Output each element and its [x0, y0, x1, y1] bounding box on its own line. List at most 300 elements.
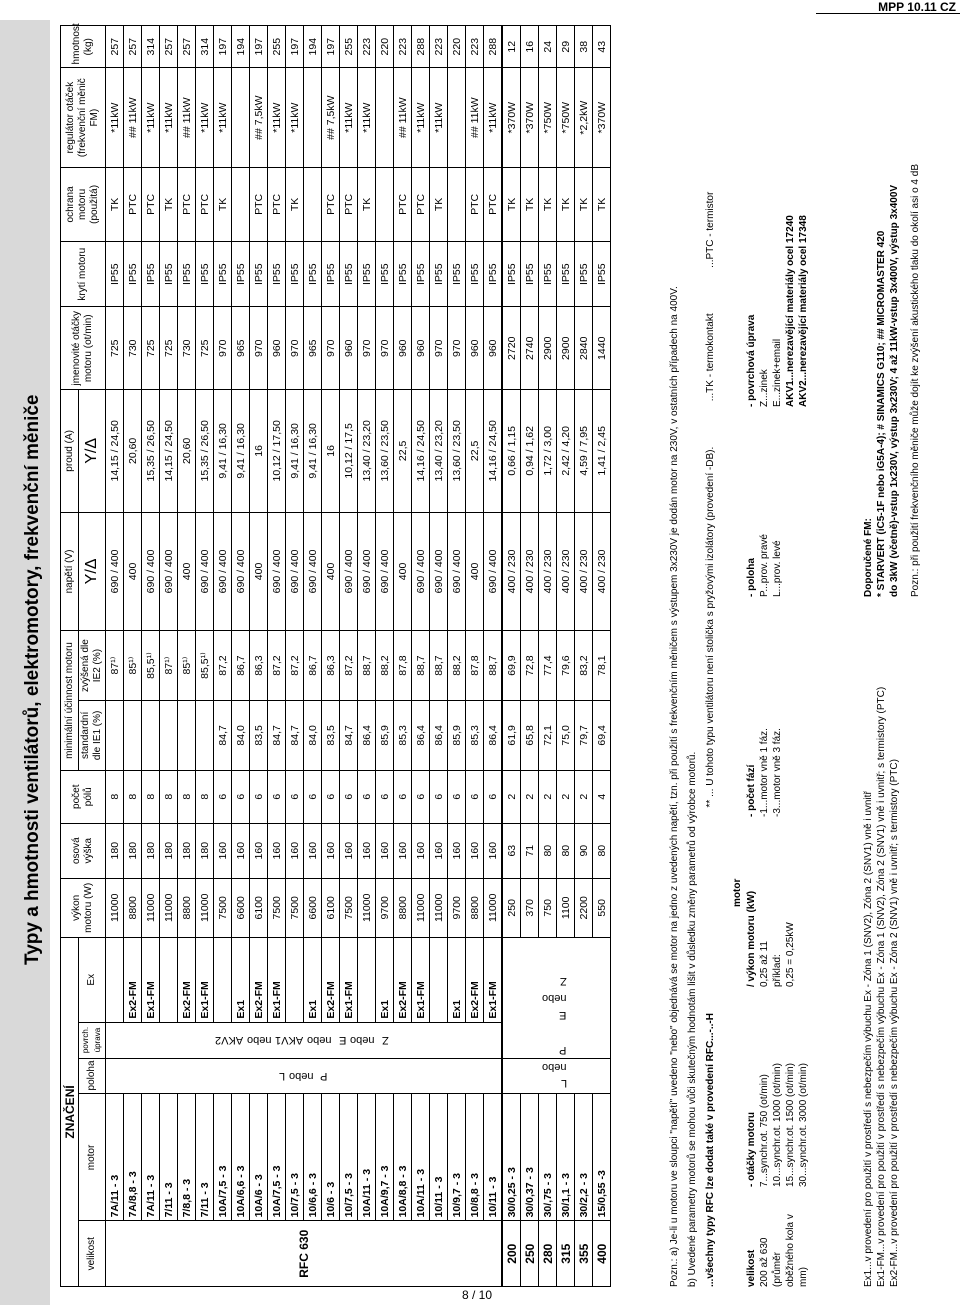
table-cell: TK: [430, 167, 448, 241]
table-cell: 690 / 400: [358, 512, 376, 630]
table-cell: 88,7: [430, 631, 448, 701]
table-cell: 6: [358, 770, 376, 823]
table-cell: 180: [142, 823, 160, 878]
povrch-codes: AKV2 nebo AKV1 nebo E nebo Z: [106, 1022, 503, 1058]
table-row: [394, 26, 412, 1287]
table-cell: [106, 700, 124, 770]
table-cell: 6: [466, 770, 484, 823]
table-cell: 160: [304, 823, 322, 878]
table-body-rfc630: [106, 26, 503, 1287]
table-cell: IP55: [394, 241, 412, 307]
table-cell: 16: [521, 26, 539, 68]
table-cell: IP55: [268, 241, 286, 307]
table-cell: 690 / 400: [196, 512, 214, 630]
header-otacky: jmenovité otáčky motoru (ot/min): [61, 307, 106, 390]
table-cell: 690 / 400: [232, 512, 250, 630]
table-row: [376, 26, 394, 1287]
table-cell: 72,1: [539, 700, 557, 770]
cell-motor: 7/11 - 3: [196, 1094, 214, 1221]
cell-motor: 7/11 - 3: [160, 1094, 178, 1221]
table-cell: *11kW: [106, 68, 124, 167]
cell-ex: Ex2-FM: [250, 937, 268, 1022]
fm-line2: do 3kW (včetně)-vstup 1x230V, výstup 3x230V; 4 až 11kW-vstup 3x400V, výstup 3x400V: [889, 184, 900, 597]
table-cell: 20,60: [124, 390, 142, 513]
table-cell: 85,9: [448, 700, 466, 770]
table-cell: 11000: [358, 878, 376, 937]
header-current-symbol: Y/Δ: [79, 390, 106, 513]
header-poloha: poloha: [79, 1058, 106, 1094]
table-cell: 6: [214, 770, 232, 823]
table-row: [268, 26, 286, 1287]
table-cell: TK: [575, 167, 593, 241]
table-cell: PTC: [484, 167, 503, 241]
table-cell: 197: [214, 26, 232, 68]
table-cell: 85,9: [376, 700, 394, 770]
table-cell: 370: [521, 878, 539, 937]
table-row: [124, 26, 142, 1287]
table-cell: 223: [394, 26, 412, 68]
header-ucinnost: minimální účinnost motoru: [61, 631, 79, 771]
table-cell: 6100: [250, 878, 268, 937]
table-cell: 14,15 / 24,50: [160, 390, 178, 513]
cell-motor: 10A/7,5 - 3: [214, 1094, 232, 1221]
table-cell: 1,41 / 2,45: [593, 390, 611, 513]
table-cell: 83,5: [250, 700, 268, 770]
document-code: MPP 10.11 CZ: [816, 0, 960, 14]
table-cell: 16: [250, 390, 268, 513]
cell-size: 200: [502, 1221, 521, 1287]
table-cell: 690 / 400: [430, 512, 448, 630]
table-cell: [376, 68, 394, 167]
cell-ex: Ex1-FM: [268, 937, 286, 1022]
table-cell: 197: [322, 26, 340, 68]
table-cell: 160: [232, 823, 250, 878]
table-cell: 220: [448, 26, 466, 68]
table-cell: 86,3: [322, 631, 340, 701]
table-cell: 20,60: [178, 390, 196, 513]
cell-motor: 30/0,37 - 3: [521, 1094, 539, 1221]
table-cell: 75,0: [557, 700, 575, 770]
table-cell: IP55: [106, 241, 124, 307]
table-cell: 6: [250, 770, 268, 823]
table-cell: 87,2: [286, 631, 304, 701]
table-row: [340, 26, 358, 1287]
table-cell: 2: [557, 770, 575, 823]
table-row: [142, 26, 160, 1287]
table-cell: IP55: [124, 241, 142, 307]
table-cell: TK: [593, 167, 611, 241]
table-cell: 16: [322, 390, 340, 513]
table-cell: 9,41 / 16,30: [232, 390, 250, 513]
cell-ex: Ex1-FM: [196, 937, 214, 1022]
table-cell: 90: [575, 823, 593, 878]
table-cell: 8: [178, 770, 196, 823]
table-cell: 257: [124, 26, 142, 68]
table-cell: 1100: [557, 878, 575, 937]
table-cell: 690 / 400: [268, 512, 286, 630]
table-cell: 255: [268, 26, 286, 68]
table-cell: 8: [142, 770, 160, 823]
table-cell: 223: [430, 26, 448, 68]
rotated-page: [0, 20, 960, 1305]
note-ex2fm: Ex2-FM...v provedení pro použití v prostředí s nebezpečím výbuchu Ex - Zóna 2 (SNV1) vně i uvnitř; s termistory (PTC): [889, 759, 900, 1287]
table-cell: 255: [340, 26, 358, 68]
table-cell: 24: [539, 26, 557, 68]
table-cell: IP55: [142, 241, 160, 307]
table-cell: IP55: [412, 241, 430, 307]
cell-ex: [214, 937, 232, 1022]
table-cell: 84,7: [286, 700, 304, 770]
table-cell: 250: [502, 878, 521, 937]
cell-motor: 7A/11 - 3: [106, 1094, 124, 1221]
table-cell: 690 / 400: [448, 512, 466, 630]
table-cell: PTC: [466, 167, 484, 241]
table-cell: 194: [232, 26, 250, 68]
table-cell: 80: [539, 823, 557, 878]
table-row: [539, 26, 557, 1287]
table-cell: 160: [214, 823, 232, 878]
table-cell: IP55: [484, 241, 503, 307]
table-cell: 9,41 / 16,30: [286, 390, 304, 513]
table-cell: 180: [196, 823, 214, 878]
table-cell: 400: [394, 512, 412, 630]
table-cell: 160: [250, 823, 268, 878]
note-isolator: ** ... U tohoto typu ventilátoru není stolička s pryžovými izolátory (provedení -DB).: [705, 446, 716, 808]
table-cell: 970: [214, 307, 232, 390]
table-cell: 550: [593, 878, 611, 937]
table-cell: 9,41 / 16,30: [214, 390, 232, 513]
table-cell: 6600: [232, 878, 250, 937]
header-hmotnost: hmotnost (kg): [61, 26, 106, 68]
table-cell: 257: [178, 26, 196, 68]
table-cell: 257: [160, 26, 178, 68]
header-ie2: zvýšená dle IE2 (%): [79, 631, 106, 701]
table-cell: 2200: [575, 878, 593, 937]
table-cell: IP55: [557, 241, 575, 307]
table-cell: 13,40 / 23,20: [430, 390, 448, 513]
note-extra: [704, 25, 717, 1287]
table-cell: TK: [539, 167, 557, 241]
table-cell: 160: [286, 823, 304, 878]
legend-col-vykon: / výkon motoru (kW) 0,25 až 11 příklad: 0,25 = 0,25kW: [746, 890, 796, 987]
table-cell: 160: [340, 823, 358, 878]
table-cell: 2,42 / 4,20: [557, 390, 575, 513]
table-cell: PTC: [394, 167, 412, 241]
table-row: [178, 26, 196, 1287]
table-cell: 9,41 / 16,30: [304, 390, 322, 513]
table-cell: 223: [358, 26, 376, 68]
table-cell: 6100: [322, 878, 340, 937]
cell-motor: 30/,75 - 3: [539, 1094, 557, 1221]
table-cell: 87,2: [214, 631, 232, 701]
page-number: 8 / 10: [462, 1288, 493, 1302]
table-cell: 725: [196, 307, 214, 390]
table-cell: 43: [593, 26, 611, 68]
table-row: [466, 26, 484, 1287]
cell-ex: Ex1-FM: [142, 937, 160, 1022]
table-cell: 2: [502, 770, 521, 823]
table-cell: ## 7,5kW: [322, 68, 340, 167]
table-cell: 8: [124, 770, 142, 823]
table-cell: 65,8: [521, 700, 539, 770]
fm-title: Doporučené FM:: [863, 518, 874, 597]
table-cell: IP55: [160, 241, 178, 307]
table-cell: 61,9: [502, 700, 521, 770]
cell-ex: [106, 937, 124, 1022]
table-cell: PTC: [268, 167, 286, 241]
table-cell: 6: [394, 770, 412, 823]
table-cell: 79,7: [575, 700, 593, 770]
cell-motor: 7A/8,8 - 3: [124, 1094, 142, 1221]
table-cell: [232, 167, 250, 241]
table-cell: TK: [502, 167, 521, 241]
table-cell: 87,8: [466, 631, 484, 701]
table-cell: 6: [484, 770, 503, 823]
table-cell: 160: [376, 823, 394, 878]
table-cell: 88,7: [484, 631, 503, 701]
table-cell: 7500: [286, 878, 304, 937]
table-cell: 314: [196, 26, 214, 68]
cell-ex: Ex1-FM: [484, 937, 503, 1022]
table-cell: 14,15 / 24,50: [106, 390, 124, 513]
table-cell: *370W: [521, 68, 539, 167]
table-cell: 8800: [466, 878, 484, 937]
table-cell: 7500: [340, 878, 358, 937]
table-cell: IP55: [448, 241, 466, 307]
table-cell: 690 / 400: [142, 512, 160, 630]
table-cell: IP55: [430, 241, 448, 307]
table-cell: 730: [178, 307, 196, 390]
table-cell: ## 11kW: [466, 68, 484, 167]
table-cell: 6: [340, 770, 358, 823]
table-cell: *2,2kW: [575, 68, 593, 167]
table-row: [304, 26, 322, 1287]
table-cell: 8800: [124, 878, 142, 937]
table-cell: 690 / 400: [376, 512, 394, 630]
cell-motor: 10A/6 - 3: [250, 1094, 268, 1221]
fm-line1: * STARVERT (iC5-1F nebo iG5A-4); # SINAMICS G110; ## MICROMASTER 420: [876, 230, 887, 597]
table-cell: ## 11kW: [124, 68, 142, 167]
table-cell: 13,60 / 23,50: [376, 390, 394, 513]
table-row: [160, 26, 178, 1287]
table-cell: IP55: [322, 241, 340, 307]
table-cell: 78,1: [593, 631, 611, 701]
table-cell: 87¹⁾: [160, 631, 178, 701]
table-cell: 86,3: [250, 631, 268, 701]
table-cell: 14,16 / 24,50: [484, 390, 503, 513]
header-povrch: povrch. úprava: [79, 1022, 106, 1058]
cell-ex: Ex1: [232, 937, 250, 1022]
table-cell: 77,4: [539, 631, 557, 701]
table-cell: 15,35 / 26,50: [196, 390, 214, 513]
table-cell: TK: [358, 167, 376, 241]
table-cell: PTC: [196, 167, 214, 241]
table-cell: 85,5¹⁾: [196, 631, 214, 701]
header-vykon: výkon motoru (W): [61, 878, 106, 937]
note-tk: ...TK - termokontakt: [705, 313, 716, 402]
cell-motor: 30/2,2 - 3: [575, 1094, 593, 1221]
table-cell: 6600: [304, 878, 322, 937]
table-cell: IP55: [466, 241, 484, 307]
header-velikost: velikost: [79, 1221, 106, 1287]
table-cell: IP55: [539, 241, 557, 307]
table-cell: 22,5: [466, 390, 484, 513]
table-cell: *11kW: [412, 68, 430, 167]
table-cell: 11000: [484, 878, 503, 937]
table-cell: 750: [539, 878, 557, 937]
table-cell: 970: [430, 307, 448, 390]
cell-motor: 10A/7,5 - 3: [268, 1094, 286, 1221]
table-cell: 970: [448, 307, 466, 390]
table-cell: 15,35 / 26,50: [142, 390, 160, 513]
table-cell: *11kW: [142, 68, 160, 167]
table-cell: 6: [448, 770, 466, 823]
table-cell: 160: [394, 823, 412, 878]
table-cell: TK: [521, 167, 539, 241]
table-cell: [448, 167, 466, 241]
table-cell: 2720: [502, 307, 521, 390]
table-cell: 8: [196, 770, 214, 823]
table-cell: 960: [466, 307, 484, 390]
table-cell: 86,7: [232, 631, 250, 701]
table-cell: 6: [304, 770, 322, 823]
table-cell: PTC: [142, 167, 160, 241]
fan-types-table: [60, 25, 611, 1287]
table-cell: ## 7,5kW: [250, 68, 268, 167]
table-cell: IP55: [340, 241, 358, 307]
table-cell: 160: [268, 823, 286, 878]
table-cell: 400: [466, 512, 484, 630]
table-cell: 6: [232, 770, 250, 823]
table-cell: 8: [106, 770, 124, 823]
table-cell: 970: [286, 307, 304, 390]
table-cell: 400 / 230: [593, 512, 611, 630]
cell-motor: 10/11 - 3: [430, 1094, 448, 1221]
table-cell: 71: [521, 823, 539, 878]
rfe-poloha-codes: L nebo P: [502, 1058, 611, 1094]
table-cell: IP55: [376, 241, 394, 307]
legend-col-velikost: velikost 200 až 630 (průměr oběžného kola v mm): [746, 1214, 809, 1287]
table-cell: 2: [521, 770, 539, 823]
cell-motor: 10A/11 - 3: [358, 1094, 376, 1221]
table-cell: 88,2: [376, 631, 394, 701]
table-cell: 11000: [106, 878, 124, 937]
table-cell: 8800: [178, 878, 196, 937]
table-cell: [160, 700, 178, 770]
table-cell: *11kW: [214, 68, 232, 167]
table-cell: ## 11kW: [178, 68, 196, 167]
table-cell: [448, 68, 466, 167]
header-ie1: standardní dle IE1 (%): [79, 700, 106, 770]
table-cell: TK: [160, 167, 178, 241]
table-cell: 400 / 230: [557, 512, 575, 630]
table-cell: 960: [394, 307, 412, 390]
table-cell: 400: [124, 512, 142, 630]
table-cell: 11000: [142, 878, 160, 937]
table-cell: 80: [593, 823, 611, 878]
table-cell: 180: [124, 823, 142, 878]
table-cell: 83,2: [575, 631, 593, 701]
table-cell: IP55: [502, 241, 521, 307]
note-ptc: ...PTC - termistor: [705, 191, 716, 268]
cell-size: 280: [539, 1221, 557, 1287]
table-cell: [304, 68, 322, 167]
table-cell: 63: [502, 823, 521, 878]
cell-motor: 10/11 - 3: [484, 1094, 503, 1221]
table-cell: 965: [232, 307, 250, 390]
table-cell: 87,8: [394, 631, 412, 701]
cell-motor: 10/7,5 - 3: [286, 1094, 304, 1221]
table-cell: 2840: [575, 307, 593, 390]
table-cell: IP55: [250, 241, 268, 307]
table-cell: [196, 700, 214, 770]
cell-motor: 10/7,5 - 3: [340, 1094, 358, 1221]
table-cell: 180: [178, 823, 196, 878]
header-regulator: regulátor otáček (frekvenční měnič FM): [61, 68, 106, 167]
table-cell: IP55: [196, 241, 214, 307]
table-cell: 690 / 400: [412, 512, 430, 630]
cell-ex: Ex2-FM: [178, 937, 196, 1022]
table-cell: IP55: [575, 241, 593, 307]
table-cell: 197: [286, 26, 304, 68]
table-cell: 13,60 / 23,50: [448, 390, 466, 513]
table-cell: 180: [160, 823, 178, 878]
poloha-codes: L nebo P: [106, 1058, 503, 1094]
table-cell: *11kW: [160, 68, 178, 167]
table-cell: 160: [412, 823, 430, 878]
table-cell: 314: [142, 26, 160, 68]
table-row: [286, 26, 304, 1287]
table-cell: 288: [484, 26, 503, 68]
table-row: [448, 26, 466, 1287]
cell-motor: 30/0,25 - 3: [502, 1094, 521, 1221]
cell-motor: 10A/11 - 3: [412, 1094, 430, 1221]
table-cell: 960: [340, 307, 358, 390]
page-title: Typy a hmotnosti ventilátorů, elektromotory, frekvenční měniče: [22, 394, 43, 965]
header-voltage-symbol: Y/Δ: [79, 512, 106, 630]
table-cell: 87,2: [268, 631, 286, 701]
table-row: [106, 26, 124, 1287]
cell-ex: Ex2-FM: [322, 937, 340, 1022]
table-cell: TK: [214, 167, 232, 241]
legend-col-otacky: - otáčky motoru 7...synchr.ot. 750 (ot/min) 10...synchr.ot. 1000 (ot/min) 15...synchr.ot. 1500 (ot/min) 30...synchr.ot. 3000 (ot/min): [746, 1063, 809, 1187]
table-cell: 4,59 / 7,95: [575, 390, 593, 513]
table-cell: PTC: [412, 167, 430, 241]
cell-motor: 30/1,1 - 3: [557, 1094, 575, 1221]
table-cell: 29: [557, 26, 575, 68]
table-cell: IP55: [358, 241, 376, 307]
table-cell: 79,6: [557, 631, 575, 701]
table-row: [557, 26, 575, 1287]
table-row: [593, 26, 611, 1287]
table-cell: 69,9: [502, 631, 521, 701]
table-cell: 85,5¹⁾: [142, 631, 160, 701]
table-cell: TK: [106, 167, 124, 241]
table-cell: 965: [304, 307, 322, 390]
table-cell: IP55: [304, 241, 322, 307]
cell-motor: 10/6,6 - 3: [304, 1094, 322, 1221]
table-cell: 730: [124, 307, 142, 390]
table-cell: 725: [106, 307, 124, 390]
table-cell: TK: [557, 167, 575, 241]
table-cell: 257: [106, 26, 124, 68]
cell-ex: [286, 937, 304, 1022]
table-cell: 690 / 400: [304, 512, 322, 630]
table-cell: 400 / 230: [539, 512, 557, 630]
table-row: [484, 26, 503, 1287]
table-cell: 85¹⁾: [178, 631, 196, 701]
table-row: [412, 26, 430, 1287]
